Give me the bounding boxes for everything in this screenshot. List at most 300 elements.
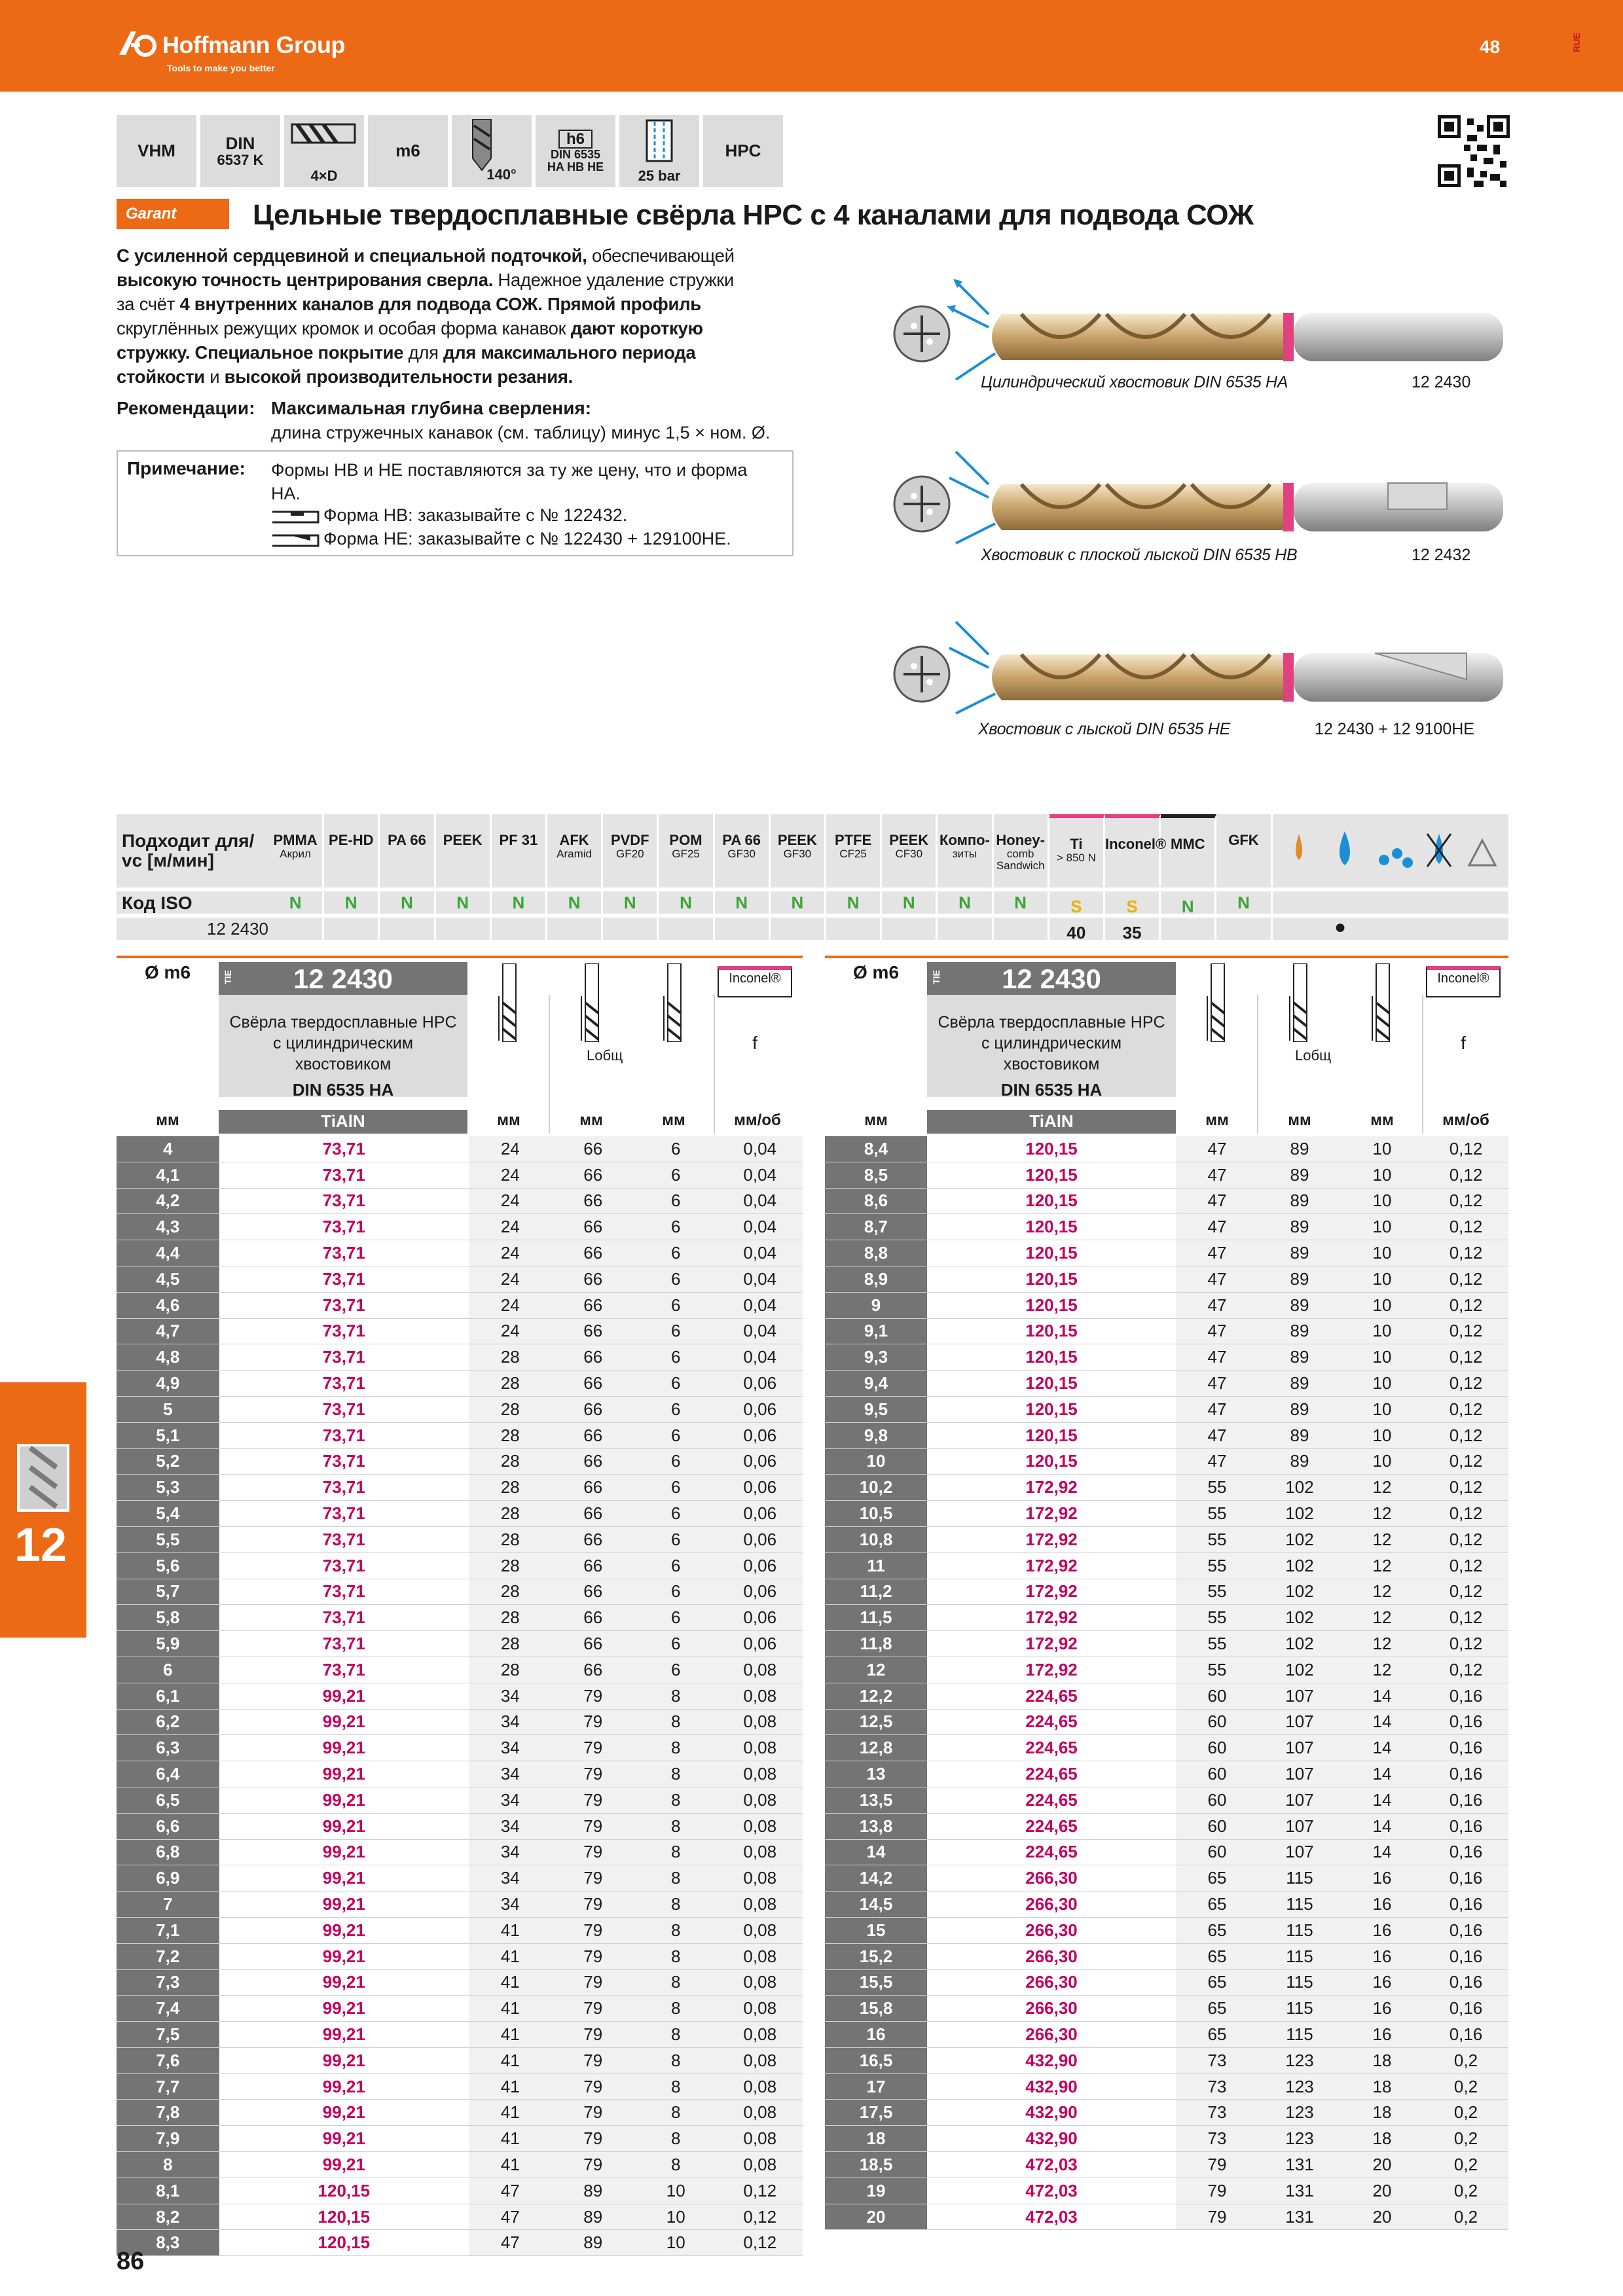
table-row bbox=[117, 1787, 803, 1813]
feed-cell: 0,2 bbox=[1423, 2178, 1508, 2204]
compat-material-col bbox=[492, 814, 547, 940]
chapter-number: 12 bbox=[14, 1519, 67, 1571]
table-row bbox=[825, 2178, 1508, 2204]
compat-material-col bbox=[659, 814, 714, 940]
product-number-he: 12 2430 + 12 9100HE bbox=[1315, 720, 1474, 738]
table-row bbox=[117, 1552, 803, 1579]
feed-cell: 0,08 bbox=[717, 2022, 803, 2048]
shank-cell: 14 bbox=[1341, 1761, 1423, 1787]
total-length-cell: 66 bbox=[552, 1266, 634, 1292]
compat-material-col bbox=[715, 814, 771, 940]
table-row bbox=[117, 1214, 803, 1240]
product-table-left bbox=[117, 1136, 803, 2256]
price-cell: 120,15 bbox=[927, 1136, 1176, 1162]
diameter-cell: 4,4 bbox=[117, 1240, 219, 1266]
total-length-cell: 107 bbox=[1258, 1813, 1341, 1839]
price-cell: 120,15 bbox=[927, 1448, 1176, 1475]
flute-length-cell: 28 bbox=[469, 1448, 551, 1475]
feed-cell: 0,12 bbox=[1423, 1422, 1508, 1448]
table-row bbox=[825, 1839, 1508, 1865]
compat-iso-code: S bbox=[1070, 897, 1082, 916]
diameter-cell: 15,2 bbox=[825, 1943, 927, 1969]
shank-cell: 10 bbox=[1341, 1448, 1423, 1475]
total-length-cell: 79 bbox=[552, 1787, 634, 1813]
shank-cell: 10 bbox=[1341, 1371, 1423, 1397]
feed-cell: 0,08 bbox=[717, 1787, 803, 1813]
diameter-cell: 15,8 bbox=[825, 1996, 927, 2022]
item-number: 12 2430 bbox=[1002, 963, 1101, 994]
feed-cell: 0,12 bbox=[1423, 1552, 1508, 1579]
price-cell: 73,71 bbox=[219, 1422, 469, 1448]
diameter-cell: 8,4 bbox=[825, 1136, 927, 1162]
unit-label: мм bbox=[1370, 1111, 1394, 1129]
compat-material-col bbox=[268, 814, 324, 940]
shank-cell: 12 bbox=[1341, 1657, 1423, 1683]
flute-length-cell: 79 bbox=[1176, 2152, 1258, 2178]
page-number-top: 48 bbox=[1480, 37, 1501, 57]
diameter-cell: 20 bbox=[825, 2204, 927, 2230]
shank-cell: 8 bbox=[634, 2073, 717, 2100]
price-cell: 73,71 bbox=[219, 1214, 469, 1240]
diameter-cell: 15,5 bbox=[825, 1969, 927, 1996]
table-row bbox=[825, 1318, 1508, 1344]
diameter-cell: 7,9 bbox=[117, 2126, 219, 2152]
shank-cell: 20 bbox=[1341, 2204, 1423, 2230]
diameter-cell: 13 bbox=[825, 1761, 927, 1787]
price-cell: 224,65 bbox=[927, 1839, 1176, 1865]
total-length-cell: 79 bbox=[552, 1969, 634, 1996]
feed-cell: 0,12 bbox=[717, 2204, 803, 2230]
shank-cell: 16 bbox=[1341, 1917, 1423, 1943]
flute-length-cell: 47 bbox=[469, 2230, 551, 2256]
price-cell: 120,15 bbox=[927, 1371, 1176, 1397]
flute-length-cell: 55 bbox=[1176, 1631, 1258, 1657]
table-row bbox=[117, 2126, 803, 2152]
feed-cell: 0,12 bbox=[717, 2178, 803, 2204]
total-length-cell: 79 bbox=[552, 1813, 634, 1839]
shank-cell: 8 bbox=[634, 1735, 717, 1761]
feed-cell: 0,2 bbox=[1423, 2100, 1508, 2126]
shank-cell: 20 bbox=[1341, 2152, 1423, 2178]
diameter-cell: 4,3 bbox=[117, 1214, 219, 1240]
total-length-cell: 66 bbox=[552, 1292, 634, 1318]
shank-cell: 6 bbox=[634, 1605, 717, 1631]
shank-cell: 12 bbox=[1341, 1526, 1423, 1552]
feed-cell: 0,12 bbox=[1423, 1266, 1508, 1292]
flute-length-cell: 41 bbox=[469, 2022, 551, 2048]
note-form-hb bbox=[271, 505, 627, 526]
price-cell: 172,92 bbox=[927, 1526, 1176, 1552]
page-title: Цельные твердосплавные свёрла HPC с 4 каналами для подвода СОЖ bbox=[253, 199, 1254, 231]
shank-cell: 8 bbox=[634, 1709, 717, 1735]
diameter-cell: 17 bbox=[825, 2073, 927, 2100]
product-desc: Свёрла твердосплавные HPC с цилиндрическим хвостовиком bbox=[938, 1013, 1165, 1073]
diameter-cell: 6,2 bbox=[117, 1709, 219, 1735]
shank-cell: 8 bbox=[634, 2152, 717, 2178]
total-length-cell: 107 bbox=[1258, 1709, 1341, 1735]
table-header-left bbox=[117, 956, 803, 1136]
feed-cell: 0,12 bbox=[1423, 1631, 1508, 1657]
total-length-cell: 89 bbox=[1258, 1344, 1341, 1371]
feed-cell: 0,16 bbox=[1423, 1892, 1508, 1918]
feed-cell: 0,08 bbox=[717, 1839, 803, 1865]
price-cell: 99,21 bbox=[219, 1709, 469, 1735]
flute-length-cell: 47 bbox=[1176, 1292, 1258, 1318]
feed-cell: 0,2 bbox=[1423, 2047, 1508, 2073]
price-cell: 266,30 bbox=[927, 1865, 1176, 1892]
spec-label: DIN bbox=[225, 133, 255, 153]
norm-label: DIN 6535 HA bbox=[1000, 1080, 1103, 1100]
flute-length-cell: 47 bbox=[1176, 1162, 1258, 1188]
shank-cell: 8 bbox=[634, 1892, 717, 1918]
feed-cell: 0,12 bbox=[1423, 1396, 1508, 1422]
shank-cell: 10 bbox=[1341, 1266, 1423, 1292]
diameter-cell: 4,9 bbox=[117, 1371, 219, 1397]
flute-length-cell: 60 bbox=[1176, 1761, 1258, 1787]
table-row bbox=[117, 1371, 803, 1397]
brand-tagline: Tools to make you better bbox=[167, 63, 275, 73]
tie-label: TIE bbox=[931, 970, 941, 984]
spec-label: VHM bbox=[137, 141, 175, 161]
compat-material-name: PEEK bbox=[777, 832, 817, 848]
feed-cell: 0,04 bbox=[717, 1318, 803, 1344]
price-cell: 73,71 bbox=[219, 1344, 469, 1371]
compat-iso-code: N bbox=[623, 893, 636, 912]
price-cell: 99,21 bbox=[219, 2126, 469, 2152]
total-length-cell: 89 bbox=[1258, 1214, 1341, 1240]
feed-cell: 0,12 bbox=[1423, 1188, 1508, 1214]
flute-length-cell: 41 bbox=[469, 2126, 551, 2152]
table-row bbox=[117, 1396, 803, 1422]
diameter-cell: 5,5 bbox=[117, 1526, 219, 1552]
shank-cell: 14 bbox=[1341, 1839, 1423, 1865]
price-cell: 224,65 bbox=[927, 1813, 1176, 1839]
flute-length-cell: 55 bbox=[1176, 1526, 1258, 1552]
compat-material-name: PA 66 bbox=[722, 832, 761, 848]
total-length-cell: 66 bbox=[552, 1162, 634, 1188]
compat-material-name: PVDF bbox=[610, 832, 649, 848]
flute-length-cell: 73 bbox=[1176, 2073, 1258, 2100]
price-cell: 73,71 bbox=[219, 1318, 469, 1344]
table-row bbox=[117, 1136, 803, 1162]
table-row bbox=[117, 1475, 803, 1501]
l-total-label: Lобщ bbox=[1295, 1047, 1332, 1064]
flute-length-cell: 79 bbox=[1176, 2204, 1258, 2230]
item-number: 12 2430 bbox=[293, 963, 393, 994]
diameter-cell: 6,4 bbox=[117, 1761, 219, 1787]
diameter-cell: 6,8 bbox=[117, 1839, 219, 1865]
spec-label: 140° bbox=[486, 166, 517, 183]
spec-label: 4×D bbox=[310, 167, 338, 184]
table-row bbox=[825, 1396, 1508, 1422]
table-row bbox=[117, 1448, 803, 1475]
shank-cell: 10 bbox=[1341, 1292, 1423, 1318]
flute-length-cell: 47 bbox=[1176, 1188, 1258, 1214]
diameter-label: Ø m6 bbox=[852, 962, 900, 982]
price-cell: 172,92 bbox=[927, 1657, 1176, 1683]
spec-din bbox=[200, 115, 280, 187]
shank-cell: 8 bbox=[634, 1917, 717, 1943]
diameter-cell: 4 bbox=[117, 1136, 219, 1162]
total-length-cell: 107 bbox=[1258, 1787, 1341, 1813]
price-cell: 99,21 bbox=[219, 1761, 469, 1787]
product-caption-he: Хвостовик с лыской DIN 6535 HE bbox=[978, 720, 1231, 738]
price-cell: 120,15 bbox=[927, 1162, 1176, 1188]
price-cell: 73,71 bbox=[219, 1188, 469, 1214]
feed-cell: 0,12 bbox=[1423, 1579, 1508, 1605]
total-length-cell: 107 bbox=[1258, 1839, 1341, 1865]
flute-length-cell: 65 bbox=[1176, 1892, 1258, 1918]
feed-cell: 0,16 bbox=[1423, 1865, 1508, 1892]
compat-iso-label: Код ISO bbox=[122, 893, 192, 913]
price-cell: 266,30 bbox=[927, 1969, 1176, 1996]
feed-cell: 0,2 bbox=[1423, 2126, 1508, 2152]
shank-cell: 6 bbox=[634, 1448, 717, 1475]
total-length-cell: 115 bbox=[1258, 1917, 1341, 1943]
diameter-cell: 8,5 bbox=[825, 1162, 927, 1188]
feed-cell: 0,12 bbox=[1423, 1448, 1508, 1475]
table-row bbox=[825, 1292, 1508, 1318]
compat-material-sub: CF30 bbox=[895, 848, 923, 860]
diameter-label: Ø m6 bbox=[144, 962, 191, 982]
flute-length-cell: 41 bbox=[469, 1917, 551, 1943]
flute-length-cell: 28 bbox=[469, 1552, 551, 1579]
spec-sublabel: 6537 K bbox=[217, 152, 264, 169]
shank-cell: 10 bbox=[1341, 1214, 1423, 1240]
flute-length-cell: 34 bbox=[469, 1735, 551, 1761]
table-row bbox=[117, 1683, 803, 1709]
diameter-cell: 11,5 bbox=[825, 1605, 927, 1631]
price-cell: 73,71 bbox=[219, 1136, 469, 1162]
unit-label: мм/об bbox=[734, 1111, 781, 1129]
table-header-line bbox=[117, 956, 803, 958]
feed-cell: 0,06 bbox=[717, 1396, 803, 1422]
diameter-cell: 16,5 bbox=[825, 2047, 927, 2073]
shank-cell: 10 bbox=[1341, 1396, 1423, 1422]
total-length-cell: 79 bbox=[552, 2152, 634, 2178]
diameter-cell: 12,8 bbox=[825, 1735, 927, 1761]
note-label: Примечание: bbox=[127, 458, 246, 478]
shank-cell: 6 bbox=[634, 1552, 717, 1579]
total-length-cell: 89 bbox=[1258, 1448, 1341, 1475]
feed-cell: 0,06 bbox=[717, 1605, 803, 1631]
total-length-cell: 66 bbox=[552, 1240, 634, 1266]
table-row bbox=[117, 1162, 803, 1188]
feed-cell: 0,16 bbox=[1423, 1735, 1508, 1761]
total-length-icon bbox=[1287, 963, 1313, 1042]
diameter-cell: 11 bbox=[825, 1552, 927, 1579]
shank-cell: 8 bbox=[634, 1996, 717, 2022]
diameter-cell: 6,1 bbox=[117, 1683, 219, 1709]
table-row bbox=[825, 1240, 1508, 1266]
feed-cell: 0,16 bbox=[1423, 1996, 1508, 2022]
price-cell: 73,71 bbox=[219, 1501, 469, 1527]
flute-length-cell: 55 bbox=[1176, 1657, 1258, 1683]
total-length-cell: 123 bbox=[1258, 2047, 1341, 2073]
spec-icon-strip bbox=[117, 115, 783, 187]
note-text: Формы HB и HE поставляются за ту же цену, что и форма HA. bbox=[271, 460, 748, 503]
diameter-cell: 12 bbox=[825, 1657, 927, 1683]
compat-material-col bbox=[826, 814, 882, 940]
unit-label: мм bbox=[1288, 1111, 1311, 1129]
compat-material-col bbox=[1105, 814, 1167, 944]
table-row bbox=[825, 1526, 1508, 1552]
flute-length-icon bbox=[1205, 963, 1231, 1042]
price-cell: 120,15 bbox=[927, 1344, 1176, 1371]
feed-cell: 0,06 bbox=[717, 1371, 803, 1397]
diameter-cell: 8,2 bbox=[117, 2204, 219, 2230]
shank-cell: 10 bbox=[1341, 1422, 1423, 1448]
unit-label: мм bbox=[1205, 1111, 1229, 1129]
diameter-cell: 5,1 bbox=[117, 1422, 219, 1448]
flute-length-cell: 34 bbox=[469, 1892, 551, 1918]
shank-cell: 6 bbox=[634, 1162, 717, 1188]
total-length-cell: 115 bbox=[1258, 1969, 1341, 1996]
total-length-cell: 89 bbox=[1258, 1136, 1341, 1162]
price-cell: 472,03 bbox=[927, 2204, 1176, 2230]
feed-cell: 0,08 bbox=[717, 2047, 803, 2073]
diameter-cell: 5,3 bbox=[117, 1475, 219, 1501]
table-row bbox=[117, 1318, 803, 1344]
price-cell: 99,21 bbox=[219, 1917, 469, 1943]
flute-length-cell: 47 bbox=[1176, 1344, 1258, 1371]
price-cell: 99,21 bbox=[219, 2022, 469, 2048]
flute-length-cell: 55 bbox=[1176, 1552, 1258, 1579]
feed-cell: 0,08 bbox=[717, 2100, 803, 2126]
flute-length-cell: 28 bbox=[469, 1605, 551, 1631]
total-length-cell: 79 bbox=[552, 1943, 634, 1969]
spec-sublabel: DIN 6535 bbox=[550, 147, 601, 161]
total-length-cell: 102 bbox=[1258, 1475, 1341, 1501]
flute-length-cell: 47 bbox=[1176, 1266, 1258, 1292]
shank-cell: 6 bbox=[634, 1422, 717, 1448]
flute-length-cell: 41 bbox=[469, 2073, 551, 2100]
flute-length-cell: 47 bbox=[469, 2178, 551, 2204]
coolant-channel-icon bbox=[643, 119, 676, 162]
compat-material-col bbox=[380, 814, 435, 940]
diameter-cell: 18 bbox=[825, 2126, 927, 2152]
table-row bbox=[117, 2204, 803, 2230]
diameter-cell: 14,5 bbox=[825, 1892, 927, 1918]
feed-cell: 0,12 bbox=[1423, 1136, 1508, 1162]
price-cell: 172,92 bbox=[927, 1605, 1176, 1631]
garant-badge: Garant bbox=[117, 199, 229, 229]
page-number-bottom: 86 bbox=[117, 2248, 145, 2275]
table-row bbox=[825, 1605, 1508, 1631]
total-length-cell: 66 bbox=[552, 1526, 634, 1552]
flute-length-cell: 28 bbox=[469, 1579, 551, 1605]
diameter-cell: 7,1 bbox=[117, 1917, 219, 1943]
feed-cell: 0,12 bbox=[1423, 1292, 1508, 1318]
diameter-cell: 12,5 bbox=[825, 1709, 927, 1735]
product-number-hb: 12 2432 bbox=[1412, 546, 1471, 564]
price-cell: 224,65 bbox=[927, 1683, 1176, 1709]
total-length-cell: 102 bbox=[1258, 1631, 1341, 1657]
diameter-cell: 9,4 bbox=[825, 1371, 927, 1397]
compat-iso-code: N bbox=[958, 893, 971, 912]
qr-code-icon[interactable] bbox=[1438, 115, 1510, 187]
total-length-cell: 66 bbox=[552, 1344, 634, 1371]
diameter-cell: 10,8 bbox=[825, 1526, 927, 1552]
compat-iso-code: N bbox=[568, 893, 581, 912]
shank-cell: 18 bbox=[1341, 2100, 1423, 2126]
total-length-cell: 89 bbox=[1258, 1188, 1341, 1214]
total-length-cell: 66 bbox=[552, 1422, 634, 1448]
flute-length-icon bbox=[496, 963, 522, 1042]
flute-length-cell: 34 bbox=[469, 1839, 551, 1865]
l-total-label: Lобщ bbox=[587, 1047, 623, 1064]
total-length-cell: 102 bbox=[1258, 1605, 1341, 1631]
compat-iso-code: N bbox=[680, 893, 692, 912]
table-row bbox=[117, 1579, 803, 1605]
shank-cell: 10 bbox=[634, 2204, 717, 2230]
total-length-cell: 115 bbox=[1258, 1865, 1341, 1892]
total-length-cell: 131 bbox=[1258, 2178, 1341, 2204]
flute-length-cell: 24 bbox=[469, 1240, 551, 1266]
price-cell: 120,15 bbox=[927, 1214, 1176, 1240]
shank-cell: 14 bbox=[1341, 1709, 1423, 1735]
diameter-cell: 15 bbox=[825, 1917, 927, 1943]
recommendation-text: длина стружечных канавок (см. таблицу) минус 1,5 × ном. Ø. bbox=[271, 423, 771, 442]
feed-cell: 0,06 bbox=[717, 1631, 803, 1657]
compat-iso-code: N bbox=[1181, 897, 1194, 916]
feed-cell: 0,12 bbox=[1423, 1344, 1508, 1371]
diameter-cell: 6,5 bbox=[117, 1787, 219, 1813]
diameter-cell: 19 bbox=[825, 2178, 927, 2204]
compat-iso-code: N bbox=[1237, 893, 1250, 912]
table-row bbox=[117, 1761, 803, 1787]
shank-cell: 16 bbox=[1341, 1943, 1423, 1969]
tie-label: TIE bbox=[223, 970, 233, 984]
table-row bbox=[117, 2178, 803, 2204]
compat-material-name: AFK bbox=[559, 832, 589, 848]
drill-image-he bbox=[890, 609, 1512, 720]
flute-length-cell: 34 bbox=[469, 1865, 551, 1892]
shank-cell: 12 bbox=[1341, 1501, 1423, 1527]
total-length-cell: 66 bbox=[552, 1475, 634, 1501]
total-length-cell: 66 bbox=[552, 1371, 634, 1397]
flute-length-cell: 47 bbox=[1176, 1240, 1258, 1266]
total-length-cell: 66 bbox=[552, 1188, 634, 1214]
feed-cell: 0,12 bbox=[1423, 1501, 1508, 1527]
table-row bbox=[825, 2152, 1508, 2178]
spec-coolant-pressure bbox=[619, 115, 699, 187]
total-length-cell: 79 bbox=[552, 2022, 634, 2048]
price-cell: 99,21 bbox=[219, 1735, 469, 1761]
unit-label: мм/об bbox=[1442, 1111, 1489, 1129]
hoffmann-logo-icon bbox=[117, 29, 158, 58]
feed-cell: 0,04 bbox=[717, 1240, 803, 1266]
feed-cell: 0,08 bbox=[717, 1917, 803, 1943]
feed-cell: 0,12 bbox=[1423, 1475, 1508, 1501]
compat-iso-code: N bbox=[791, 893, 804, 912]
brand-name: Hoffmann Group bbox=[162, 31, 345, 58]
total-length-cell: 79 bbox=[552, 1917, 634, 1943]
price-cell: 73,71 bbox=[219, 1579, 469, 1605]
shank-cell: 8 bbox=[634, 2022, 717, 2048]
table-row bbox=[825, 1344, 1508, 1371]
feed-cell: 0,04 bbox=[717, 1292, 803, 1318]
diameter-cell: 5,8 bbox=[117, 1605, 219, 1631]
price-cell: 266,30 bbox=[927, 2022, 1176, 2048]
price-cell: 224,65 bbox=[927, 1709, 1176, 1735]
shank-cell: 6 bbox=[634, 1266, 717, 1292]
price-cell: 120,15 bbox=[219, 2230, 469, 2256]
shank-cell: 12 bbox=[1341, 1475, 1423, 1501]
shank-cell: 18 bbox=[1341, 2047, 1423, 2073]
price-cell: 266,30 bbox=[927, 1996, 1176, 2022]
feed-cell: 0,16 bbox=[1423, 1917, 1508, 1943]
